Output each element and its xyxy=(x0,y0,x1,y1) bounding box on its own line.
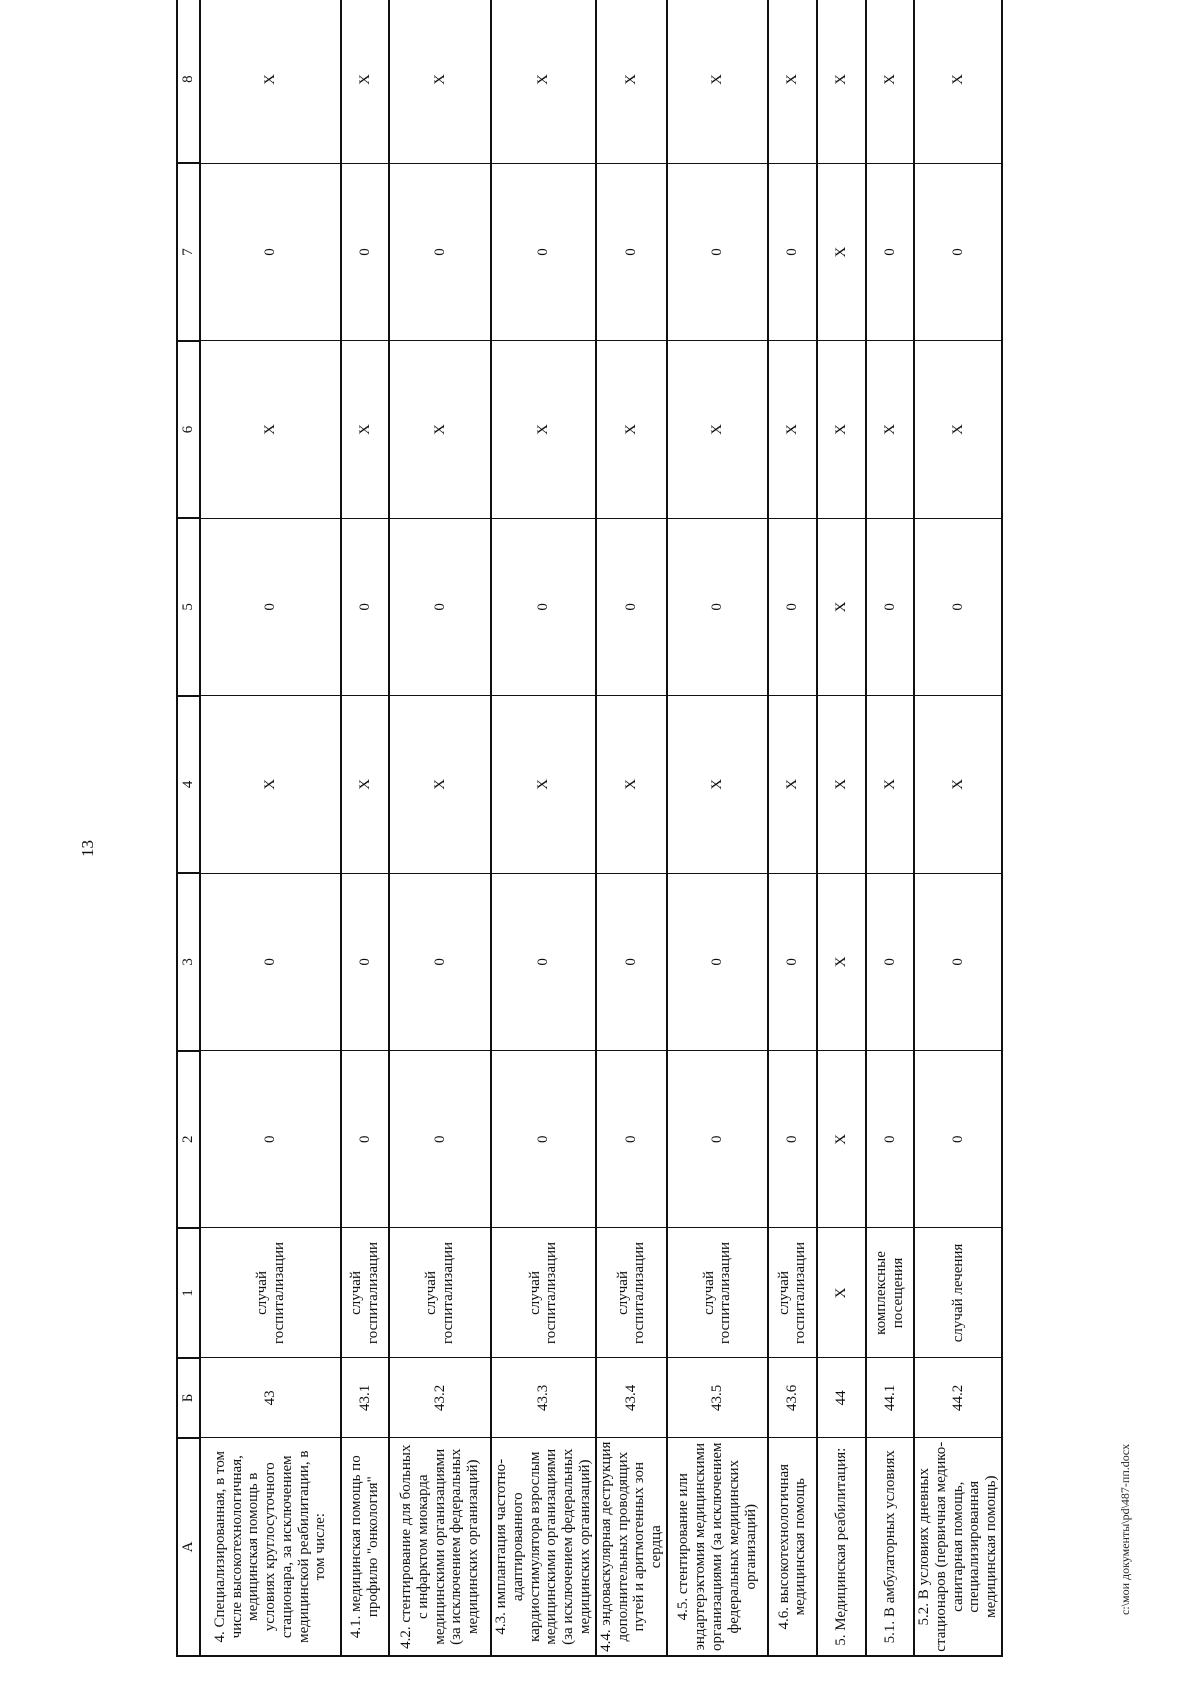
row-value-cell: Х xyxy=(200,341,341,518)
row-name-cell: 4. Специализированная, в том числе высокотехнологичная, медицинская помощь в условиях круглосуточного стационара, за исключением медицинской реабилитации, в том числе: xyxy=(200,1438,341,1656)
row-value-cell: 0 xyxy=(866,1051,914,1228)
table-row xyxy=(667,0,768,1656)
row-value-cell: Х xyxy=(817,873,866,1050)
row-value-cell: 0 xyxy=(491,163,596,340)
row-code-cell: 43.2 xyxy=(389,1358,491,1438)
row-value-cell: 0 xyxy=(866,163,914,340)
row-value-cell: 0 xyxy=(491,873,596,1050)
table-row xyxy=(768,0,817,1656)
row-value-cell: Х xyxy=(491,341,596,518)
column-header: 3 xyxy=(177,873,200,1050)
row-unit-cell: комплексные посещения xyxy=(866,1228,914,1358)
column-header: 8 xyxy=(177,0,200,163)
row-value-cell: Х xyxy=(491,0,596,163)
row-code-cell: 44.2 xyxy=(914,1358,1002,1438)
row-value-cell: Х xyxy=(914,696,1002,873)
row-value-cell: Х xyxy=(596,0,667,163)
row-value-cell: Х xyxy=(866,341,914,518)
row-value-cell: 0 xyxy=(389,1051,491,1228)
row-value-cell: 0 xyxy=(389,518,491,695)
row-value-cell: Х xyxy=(389,696,491,873)
row-value-cell: Х xyxy=(817,0,866,163)
row-value-cell: 0 xyxy=(341,873,389,1050)
table-row xyxy=(914,0,1002,1656)
row-value-cell: 0 xyxy=(491,1051,596,1228)
row-value-cell: 0 xyxy=(200,518,341,695)
row-value-cell: Х xyxy=(768,341,817,518)
row-value-cell: 0 xyxy=(667,518,768,695)
row-code-cell: 44 xyxy=(817,1358,866,1438)
row-unit-cell: случай лечения xyxy=(914,1228,1002,1358)
row-value-cell: 0 xyxy=(914,518,1002,695)
row-value-cell: 0 xyxy=(768,518,817,695)
column-header: 5 xyxy=(177,518,200,695)
row-unit-cell: случай госпитализации xyxy=(596,1228,667,1358)
column-header: А xyxy=(177,1438,200,1656)
column-header: Б xyxy=(177,1358,200,1438)
row-value-cell: 0 xyxy=(914,163,1002,340)
row-code-cell: 43.3 xyxy=(491,1358,596,1438)
row-unit-cell: случай госпитализации xyxy=(667,1228,768,1358)
table-row xyxy=(341,0,389,1656)
column-header: 6 xyxy=(177,341,200,518)
row-value-cell: 0 xyxy=(596,163,667,340)
row-value-cell: Х xyxy=(914,341,1002,518)
row-value-cell: 0 xyxy=(389,163,491,340)
row-value-cell: Х xyxy=(667,341,768,518)
row-code-cell: 43.1 xyxy=(341,1358,389,1438)
row-value-cell: 0 xyxy=(389,873,491,1050)
row-value-cell: Х xyxy=(491,696,596,873)
row-value-cell: 0 xyxy=(200,163,341,340)
row-name-cell: 4.1. медицинская помощь по профилю "онкология" xyxy=(341,1438,389,1656)
row-name-cell: 5. Медицинская реабилитация: xyxy=(817,1438,866,1656)
table-row xyxy=(200,0,341,1656)
row-value-cell: Х xyxy=(768,696,817,873)
row-value-cell: 0 xyxy=(596,518,667,695)
row-code-cell: 44.1 xyxy=(866,1358,914,1438)
row-value-cell: 0 xyxy=(200,873,341,1050)
row-value-cell: Х xyxy=(866,696,914,873)
row-value-cell: Х xyxy=(596,696,667,873)
row-value-cell: 0 xyxy=(866,518,914,695)
row-unit-cell: случай госпитализации xyxy=(200,1228,341,1358)
column-header: 7 xyxy=(177,163,200,340)
row-name-cell: 4.4. эндоваскулярная деструкция дополнительных проводящих путей и аритмогенных зон сердца xyxy=(596,1438,667,1656)
row-unit-cell: случай госпитализации xyxy=(341,1228,389,1358)
table-row xyxy=(491,0,596,1656)
row-name-cell: 5.1. В амбулаторных условиях xyxy=(866,1438,914,1656)
row-value-cell: Х xyxy=(667,696,768,873)
row-value-cell: Х xyxy=(341,0,389,163)
row-value-cell: 0 xyxy=(491,518,596,695)
row-code-cell: 43.5 xyxy=(667,1358,768,1438)
table-row xyxy=(596,0,667,1656)
row-code-cell: 43.4 xyxy=(596,1358,667,1438)
row-value-cell: 0 xyxy=(667,1051,768,1228)
footer-file-path: c:\мои документы\pd\487-пп.docx xyxy=(1118,1443,1132,1615)
row-value-cell: Х xyxy=(341,341,389,518)
row-value-cell: Х xyxy=(817,518,866,695)
table-body xyxy=(200,0,1002,1656)
row-value-cell: 0 xyxy=(667,163,768,340)
row-value-cell: 0 xyxy=(768,873,817,1050)
row-name-cell: 4.3. имплантация частотно-адаптированного кардиостимулятора взрослым медицинскими организациями (за исключением федеральных медицинских организаций) xyxy=(491,1438,596,1656)
row-name-cell: 4.5. стентирование или эндартерэктомия медицинскими организациями (за исключением федеральных медицинских организаций) xyxy=(667,1438,768,1656)
row-value-cell: Х xyxy=(341,696,389,873)
row-value-cell: Х xyxy=(667,0,768,163)
table-row xyxy=(389,0,491,1656)
column-header: 4 xyxy=(177,696,200,873)
row-value-cell: 0 xyxy=(596,873,667,1050)
row-unit-cell: Х xyxy=(817,1228,866,1358)
row-value-cell: Х xyxy=(817,341,866,518)
row-value-cell: Х xyxy=(389,0,491,163)
row-value-cell: Х xyxy=(200,696,341,873)
row-value-cell: Х xyxy=(817,163,866,340)
row-value-cell: 0 xyxy=(768,163,817,340)
column-header: 2 xyxy=(177,1051,200,1228)
row-value-cell: 0 xyxy=(866,873,914,1050)
table-row xyxy=(817,0,866,1656)
row-value-cell: 0 xyxy=(596,1051,667,1228)
row-value-cell: 0 xyxy=(341,1051,389,1228)
row-value-cell: Х xyxy=(596,341,667,518)
column-header: 1 xyxy=(177,1228,200,1358)
table-row xyxy=(866,0,914,1656)
row-name-cell: 5.2. В условиях дневных стационаров (первичная медико-санитарная помощь, специализированная медицинская помощь) xyxy=(914,1438,1002,1656)
row-name-cell: 4.2. стентирование для больных с инфарктом миокарда медицинскими организациями (за исключением федеральных медицинских организаций) xyxy=(389,1438,491,1656)
row-value-cell: 0 xyxy=(914,1051,1002,1228)
header-row xyxy=(177,0,200,1656)
row-value-cell: Х xyxy=(866,0,914,163)
row-value-cell: Х xyxy=(200,0,341,163)
row-value-cell: Х xyxy=(817,696,866,873)
page-number: 13 xyxy=(78,840,97,857)
row-value-cell: 0 xyxy=(341,163,389,340)
row-value-cell: 0 xyxy=(768,1051,817,1228)
row-value-cell: Х xyxy=(768,0,817,163)
row-value-cell: 0 xyxy=(667,873,768,1050)
row-value-cell: 0 xyxy=(341,518,389,695)
row-value-cell: Х xyxy=(389,341,491,518)
row-value-cell: Х xyxy=(817,1051,866,1228)
row-unit-cell: случай госпитализации xyxy=(768,1228,817,1358)
row-value-cell: 0 xyxy=(914,873,1002,1050)
row-code-cell: 43.6 xyxy=(768,1358,817,1438)
row-unit-cell: случай госпитализации xyxy=(389,1228,491,1358)
row-name-cell: 4.6. высокотехнологичная медицинская помощь xyxy=(768,1438,817,1656)
row-value-cell: 0 xyxy=(200,1051,341,1228)
data-table xyxy=(176,0,1003,1657)
row-unit-cell: случай госпитализации xyxy=(491,1228,596,1358)
row-value-cell: Х xyxy=(914,0,1002,163)
row-code-cell: 43 xyxy=(200,1358,341,1438)
